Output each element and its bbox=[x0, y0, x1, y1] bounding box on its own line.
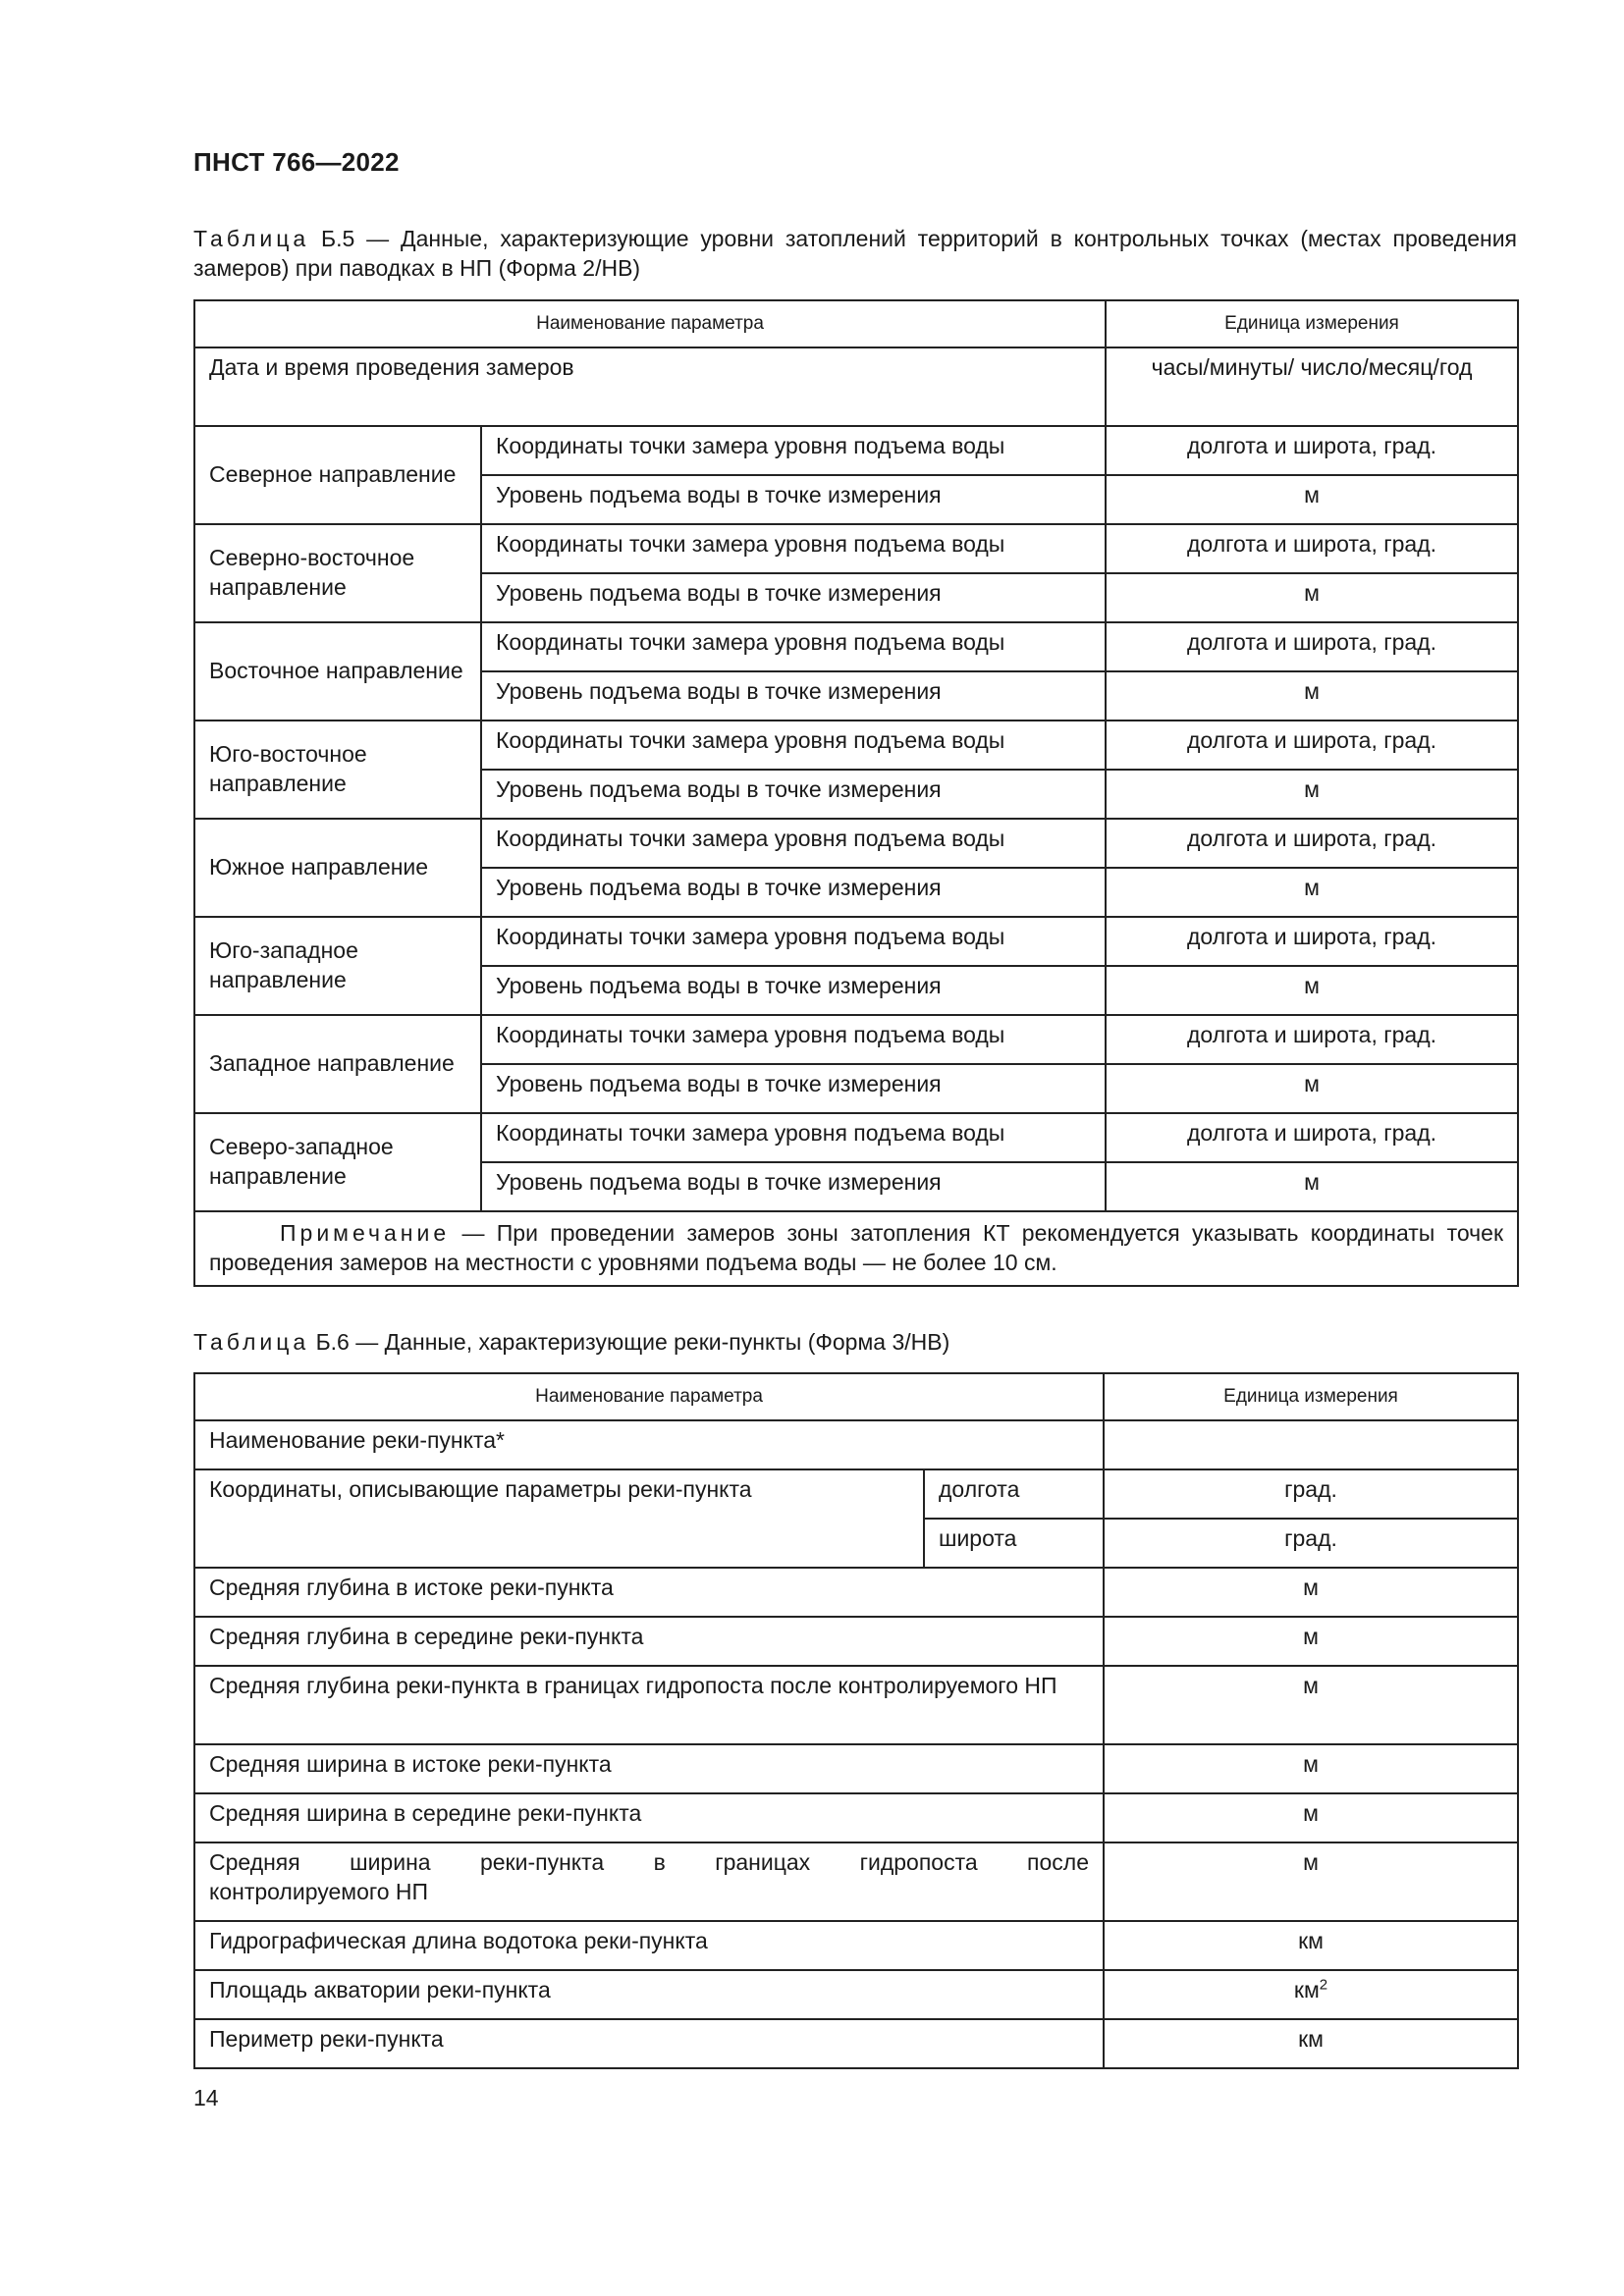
level-param: Уровень подъема воды в точке измерения bbox=[481, 868, 1106, 917]
coord-param: Координаты точки замера уровня подъема воды bbox=[481, 1015, 1106, 1064]
row-param: Гидрографическая длина водотока реки-пункта bbox=[194, 1921, 1104, 1970]
table5-direction-rows bbox=[194, 426, 1518, 1211]
row-unit bbox=[1104, 1666, 1518, 1744]
direction-name: Восточное направление bbox=[194, 622, 481, 721]
table5-datetime-unit: часы/минуты/ число/месяц/год bbox=[1106, 347, 1518, 426]
table-row bbox=[194, 1113, 1518, 1162]
row-unit-superscript: 2 bbox=[1319, 1976, 1328, 1994]
table-row bbox=[194, 1015, 1518, 1064]
table5-datetime-param: Дата и время проведения замеров bbox=[194, 347, 1106, 426]
document-code: ПНСТ 766—2022 bbox=[193, 147, 400, 177]
coord-unit: долгота и широта, град. bbox=[1106, 524, 1518, 573]
table5-note-word: Примечание bbox=[280, 1220, 451, 1246]
level-param: Уровень подъема воды в точке измерения bbox=[481, 475, 1106, 524]
coord-param: Координаты точки замера уровня подъема воды bbox=[481, 721, 1106, 770]
row-unit bbox=[1104, 1921, 1518, 1970]
table-row bbox=[194, 721, 1518, 770]
row-unit bbox=[1104, 2019, 1518, 2068]
table-row bbox=[194, 426, 1518, 475]
row-param-line1: Средняя ширина реки-пункта в границах гидропоста после bbox=[209, 1849, 1090, 1875]
level-param: Уровень подъема воды в точке измерения bbox=[481, 1162, 1106, 1211]
coord-param: Координаты точки замера уровня подъема воды bbox=[481, 819, 1106, 868]
coord-unit: долгота и широта, град. bbox=[1106, 721, 1518, 770]
row-param bbox=[194, 1842, 1104, 1921]
table6-caption-text: Б.6 — Данные, характеризующие реки-пункты (Форма 3/НВ) bbox=[309, 1329, 950, 1355]
table6-caption bbox=[193, 1327, 1517, 1357]
table-row bbox=[194, 1744, 1518, 1793]
coord-param: Координаты точки замера уровня подъема воды bbox=[481, 917, 1106, 966]
table-row bbox=[194, 622, 1518, 671]
coord-unit: долгота и широта, град. bbox=[1106, 819, 1518, 868]
level-unit: м bbox=[1106, 1064, 1518, 1113]
table-row bbox=[194, 917, 1518, 966]
level-unit: м bbox=[1106, 573, 1518, 622]
table6-coords-unit-latitude: град. bbox=[1104, 1519, 1518, 1568]
coord-unit: долгота и широта, град. bbox=[1106, 1113, 1518, 1162]
row-param: Средняя ширина в истоке реки-пункта bbox=[194, 1744, 1104, 1793]
table6-coords-sub-longitude: долгота bbox=[924, 1469, 1104, 1519]
direction-name: Южное направление bbox=[194, 819, 481, 917]
level-unit: м bbox=[1106, 966, 1518, 1015]
level-unit: м bbox=[1106, 475, 1518, 524]
coord-param: Координаты точки замера уровня подъема воды bbox=[481, 1113, 1106, 1162]
direction-name: Юго-восточное направление bbox=[194, 721, 481, 819]
table-row bbox=[194, 1793, 1518, 1842]
table6-caption-word: Таблица bbox=[193, 1329, 310, 1355]
coord-param: Координаты точки замера уровня подъема воды bbox=[481, 524, 1106, 573]
row-unit-text: м bbox=[1303, 1800, 1319, 1826]
direction-name: Северное направление bbox=[194, 426, 481, 524]
page-number: 14 bbox=[193, 2085, 219, 2110]
table6-header-param: Наименование параметра bbox=[194, 1373, 1104, 1420]
table5-caption-text: Б.5 — Данные, характеризующие уровни затоплений территорий в контрольных точках (местах проведения замеров) при паводках в НП (Форма 2/НВ) bbox=[193, 226, 1517, 281]
table-row bbox=[194, 1842, 1518, 1921]
table6-name-unit bbox=[1104, 1420, 1518, 1469]
level-unit: м bbox=[1106, 770, 1518, 819]
table5-caption bbox=[193, 224, 1517, 283]
row-unit-text: м bbox=[1303, 1575, 1319, 1600]
row-unit-text: м bbox=[1303, 1673, 1319, 1698]
table5-header-param: Наименование параметра bbox=[194, 300, 1106, 347]
coord-unit: долгота и широта, град. bbox=[1106, 1015, 1518, 1064]
direction-name: Юго-западное направление bbox=[194, 917, 481, 1015]
level-unit: м bbox=[1106, 671, 1518, 721]
row-param-line2: контролируемого НП bbox=[209, 1879, 429, 1904]
level-param: Уровень подъема воды в точке измерения bbox=[481, 671, 1106, 721]
table6 bbox=[193, 1372, 1519, 2069]
coord-param: Координаты точки замера уровня подъема воды bbox=[481, 426, 1106, 475]
row-param: Средняя глубина реки-пункта в границах гидропоста после контролируемого НП bbox=[194, 1666, 1104, 1744]
row-param: Средняя глубина в середине реки-пункта bbox=[194, 1617, 1104, 1666]
row-unit bbox=[1104, 1793, 1518, 1842]
coord-unit: долгота и широта, град. bbox=[1106, 622, 1518, 671]
row-unit-text: м bbox=[1303, 1751, 1319, 1777]
row-unit-text: м bbox=[1303, 1849, 1319, 1875]
level-param: Уровень подъема воды в точке измерения bbox=[481, 1064, 1106, 1113]
row-unit-text: км bbox=[1298, 2026, 1324, 2052]
table-row bbox=[194, 1921, 1518, 1970]
table-row bbox=[194, 1617, 1518, 1666]
row-unit bbox=[1104, 1568, 1518, 1617]
table-row bbox=[194, 819, 1518, 868]
row-unit-text: км bbox=[1298, 1928, 1324, 1953]
row-unit bbox=[1104, 1842, 1518, 1921]
table6-header-unit: Единица измерения bbox=[1104, 1373, 1518, 1420]
row-unit-text: км bbox=[1293, 1977, 1320, 2002]
level-param: Уровень подъема воды в точке измерения bbox=[481, 770, 1106, 819]
row-unit bbox=[1104, 1744, 1518, 1793]
table5-note-text: — При проведении замеров зоны затопления КТ рекомендуется указывать координаты точек проведения замеров на местности с уровнями подъема воды — не более 10 см. bbox=[209, 1220, 1504, 1275]
coord-unit: долгота и широта, град. bbox=[1106, 917, 1518, 966]
table6-coords-param: Координаты, описывающие параметры реки-пункта bbox=[194, 1469, 924, 1568]
row-param: Площадь акватории реки-пункта bbox=[194, 1970, 1104, 2019]
table-row bbox=[194, 1970, 1518, 2019]
coord-param: Координаты точки замера уровня подъема воды bbox=[481, 622, 1106, 671]
table6-coords-unit-longitude: град. bbox=[1104, 1469, 1518, 1519]
table6-name-param: Наименование реки-пункта* bbox=[194, 1420, 1104, 1469]
row-param: Средняя ширина в середине реки-пункта bbox=[194, 1793, 1104, 1842]
table6-coords-sub-latitude: широта bbox=[924, 1519, 1104, 1568]
level-param: Уровень подъема воды в точке измерения bbox=[481, 573, 1106, 622]
row-unit bbox=[1104, 1970, 1518, 2019]
direction-name: Западное направление bbox=[194, 1015, 481, 1113]
table-row bbox=[194, 2019, 1518, 2068]
table5-note bbox=[194, 1211, 1518, 1286]
level-param: Уровень подъема воды в точке измерения bbox=[481, 966, 1106, 1015]
coord-unit: долгота и широта, град. bbox=[1106, 426, 1518, 475]
direction-name: Северно-восточное направление bbox=[194, 524, 481, 622]
table5 bbox=[193, 299, 1519, 1287]
direction-name: Северо-западное направление bbox=[194, 1113, 481, 1211]
table5-caption-word: Таблица bbox=[193, 226, 310, 251]
table5-header-unit: Единица измерения bbox=[1106, 300, 1518, 347]
row-param: Средняя глубина в истоке реки-пункта bbox=[194, 1568, 1104, 1617]
row-param: Периметр реки-пункта bbox=[194, 2019, 1104, 2068]
table-row bbox=[194, 524, 1518, 573]
table6-rows bbox=[194, 1568, 1518, 2068]
level-unit: м bbox=[1106, 1162, 1518, 1211]
level-unit: м bbox=[1106, 868, 1518, 917]
table-row bbox=[194, 1666, 1518, 1744]
table-row bbox=[194, 1568, 1518, 1617]
row-unit bbox=[1104, 1617, 1518, 1666]
row-unit-text: м bbox=[1303, 1624, 1319, 1649]
